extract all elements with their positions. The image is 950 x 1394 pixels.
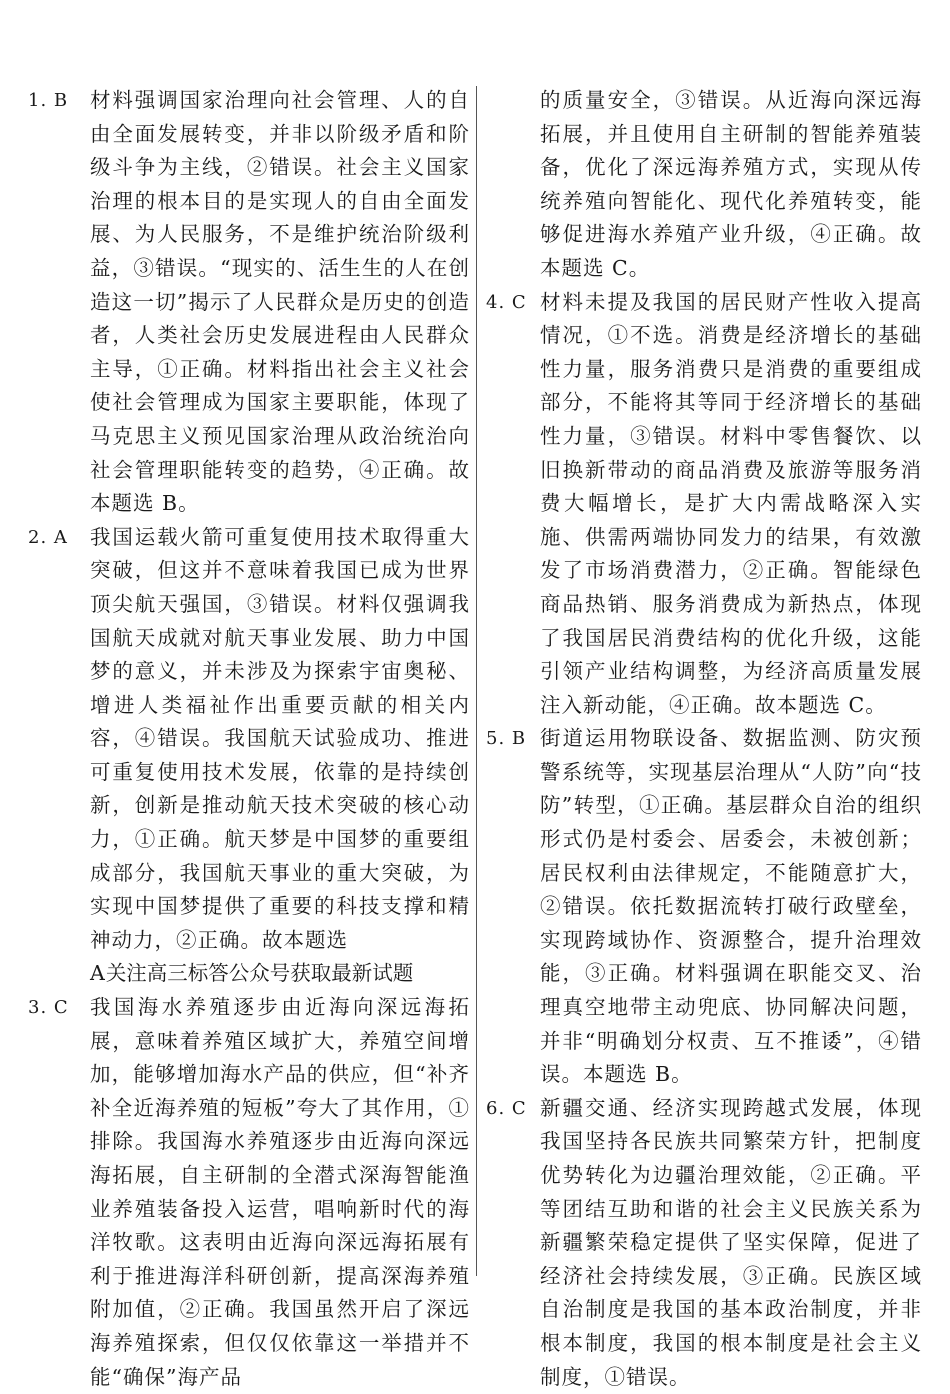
answer-number: 1. B [28,90,69,111]
answer-explanation: 我国运载火箭可重复使用技术取得重大突破，但这并不意味着我国已成为世界顶尖航天强国，③错误。材料仅强调我国航天成就对航天事业发展、助力中国梦的意义，并未涉及为探索宇宙奥秘、增进人类福祉作出重要贡献的相关内容，④错误。我国航天试验成功、推进可重复使用技术发展，依靠的是持续创新，创新是推动航天技术突破的核心动力，①正确。航天梦是中国梦的重要组成部分，我国航天事业的重大突破，为实现中国梦提供了重要的科技支撑和精神动力，②正确。故本题选 [90,524,470,952]
answer-explanation: 新疆交通、经济实现跨越式发展，体现我国坚持各民族共同繁荣方针，把制度优势转化为边疆治理效能，②正确。平等团结互助和谐的社会主义民族关系为新疆繁荣稳定提供了坚实保障，促进了经济社会持续发展，③正确。民族区域自治制度是我国的基本政治制度，并非根本制度，我国的根本制度是社会主义制度，①错误。 [540,1095,922,1389]
answer-tail: A [90,961,106,986]
answer-item-5 [486,722,922,1092]
answer-explanation: 材料未提及我国的居民财产性收入提高情况，①不选。消费是经济增长的基础性力量，服务消费只是消费的重要组成部分，不能将其等同于经济增长的基础性力量，③错误。材料中零售餐饮、以旧换新带动的商品消费及旅游等服务消费大幅增长，是扩大内需战略深入实施、供需两端协同发力的结果，有效激发了市场消费潜力，②正确。智能绿色商品热销、服务消费成为新热点，体现了我国居民消费结构的优化升级，这能引领产业结构调整，为经济高质量发展注入新动能，④正确。故本题选 C。 [540,289,922,717]
answer-number: 2. A [28,526,68,548]
right-column [486,84,922,1394]
answer-number: 3. C [28,997,69,1019]
answer-item-4 [486,286,922,723]
answer-number: 5. B [486,728,527,750]
answer-explanation: 的质量安全，③错误。从近海向深远海拓展，并且使用自主研制的智能养殖装备，优化了深远海养殖方式，实现从传统养殖向智能化、现代化养殖转变，能够促进海水养殖产业升级，④正确。故本题选 C。 [540,88,922,280]
answer-explanation: 街道运用物联设备、数据监测、防灾预警系统等，实现基层治理从“人防”向“技防”转型，①正确。基层群众自治的组织形式仍是村委会、居委会，未被创新；居民权利由法律规定，不能随意扩大，②错误。依托数据流转打破行政壁垒，实现跨域协作、资源整合，提升治理效能，③正确。材料强调在职能交叉、治理真空地带主动兜底、协同解决问题，并非“明确划分权责、互不推诿”，④错误。本题选 B。 [540,726,922,1087]
answer-item-3-continued [486,84,922,286]
left-column [28,84,470,1394]
answer-item-6 [486,1092,922,1394]
column-divider [476,86,477,1276]
answer-item-1 [28,84,470,521]
watermark-text: 关注高三标答公众号获取最新试题 [105,961,414,986]
answer-number: 4. C [486,291,527,313]
answer-number: 6. C [486,1097,527,1119]
answer-item-2 [28,521,470,991]
answer-explanation: 我国海水养殖逐步由近海向深远海拓展，意味着养殖区域扩大，养殖空间增加，能够增加海水产品的供应，但“补齐补全近海养殖的短板”夸大了其作用，①排除。我国海水养殖逐步由近海向深远海拓展，自主研制的全潜式深海智能渔业养殖装备投入运营，唱响新时代的海洋牧歌。这表明由近海向深远海拓展有利于推进海洋科研创新，提高深海养殖附加值，②正确。我国虽然开启了深远海养殖探索，但仅仅依靠这一举措并不能“确保”海产品 [90,995,470,1389]
answer-tail-line [90,957,470,991]
answer-explanation: 材料强调国家治理向社会管理、人的自由全面发展转变，并非以阶级矛盾和阶级斗争为主线，②错误。社会主义国家治理的根本目的是实现人的自由全面发展、为人民服务，不是维护统治阶级利益，③错误。“现实的、活生生的人在创造这一切”揭示了人民群众是历史的创造者，人类社会历史发展进程由人民群众主导，①正确。材料指出社会主义社会使社会管理成为国家主要职能，体现了马克思主义预见国家治理从政治统治向社会管理职能转变的趋势，④正确。故本题选 B。 [90,88,470,516]
answer-item-3 [28,991,470,1394]
